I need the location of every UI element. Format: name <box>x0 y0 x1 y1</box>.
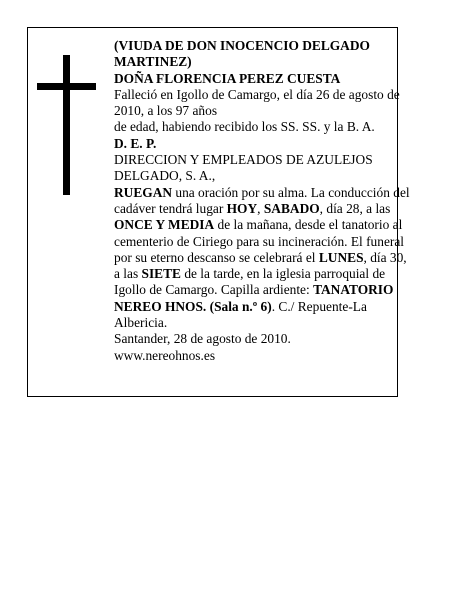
text-segment: D. E. P. <box>114 135 157 151</box>
notice-line <box>114 201 420 217</box>
text-segment: (VIUDA DE DON INOCENCIO DELGADO <box>114 38 370 53</box>
notice-line <box>114 266 420 282</box>
text-segment: cadáver tendrá lugar <box>114 200 227 216</box>
cross-icon-bar <box>37 83 96 90</box>
notice-line <box>114 119 420 135</box>
text-segment: una oración por su alma. La conducción del <box>172 184 410 200</box>
notice-line <box>114 217 420 233</box>
text-segment: de la tarde, en la iglesia parroquial de <box>180 266 386 282</box>
notice-line <box>114 185 420 201</box>
text-segment: Albericia. <box>114 315 168 331</box>
notice-line <box>114 87 420 103</box>
text-segment: LUNES <box>318 249 364 265</box>
text-segment: . C./ Repuente-La <box>271 298 367 314</box>
text-segment: de edad, habiendo recibido los SS. SS. y la B. A. <box>114 119 375 135</box>
text-segment: , día 30, <box>363 249 407 265</box>
notice-line <box>114 234 420 250</box>
text-segment: cementerio de Ciriego para su incineración. El funeral <box>114 233 405 249</box>
notice-line <box>114 152 420 168</box>
text-segment: www.nereohnos.es <box>114 347 216 363</box>
text-segment: NEREO HNOS. (Sala n.º 6) <box>114 298 272 314</box>
notice-line <box>114 282 420 298</box>
text-segment: RUEGAN <box>114 184 173 200</box>
notice-line <box>114 38 420 54</box>
text-segment: a las <box>114 266 142 282</box>
notice-line <box>114 168 420 184</box>
text-segment: MARTINEZ) <box>114 54 192 70</box>
text-segment: Igollo de Camargo. Capilla ardiente: <box>114 282 314 298</box>
notice-line <box>114 299 420 315</box>
text-segment: TANATORIO <box>313 282 394 298</box>
text-segment: , <box>257 200 264 216</box>
notice-line <box>114 54 420 70</box>
text-segment: SABADO <box>263 200 320 216</box>
text-segment: Santander, 28 de agosto de 2010. <box>114 331 291 347</box>
notice-line <box>114 250 420 266</box>
text-segment: SIETE <box>141 266 181 282</box>
notice-line <box>114 315 420 331</box>
text-segment: 2010, a los 97 años <box>114 103 218 119</box>
text-segment: por su eterno descanso se celebrará el <box>114 249 319 265</box>
deceased-name <box>114 71 420 87</box>
notice-line <box>114 136 420 152</box>
obituary-text <box>114 38 420 364</box>
text-segment: DOÑA FLORENCIA PEREZ CUESTA <box>114 70 341 86</box>
website-link <box>114 348 420 364</box>
notice-line <box>114 103 420 119</box>
text-segment: HOY <box>226 200 258 216</box>
text-segment: de la mañana, desde el tanatorio al <box>214 217 403 233</box>
text-segment: , día 28, a las <box>319 200 391 216</box>
text-segment: DIRECCION Y EMPLEADOS DE AZULEJOS <box>114 152 373 168</box>
text-segment: Falleció en Igollo de Camargo, el día 26 de agosto de <box>114 86 400 102</box>
text-segment: DELGADO, S. A., <box>114 168 216 184</box>
text-segment: ONCE Y MEDIA <box>114 217 215 233</box>
notice-date <box>114 331 420 347</box>
cross-icon <box>63 55 70 195</box>
